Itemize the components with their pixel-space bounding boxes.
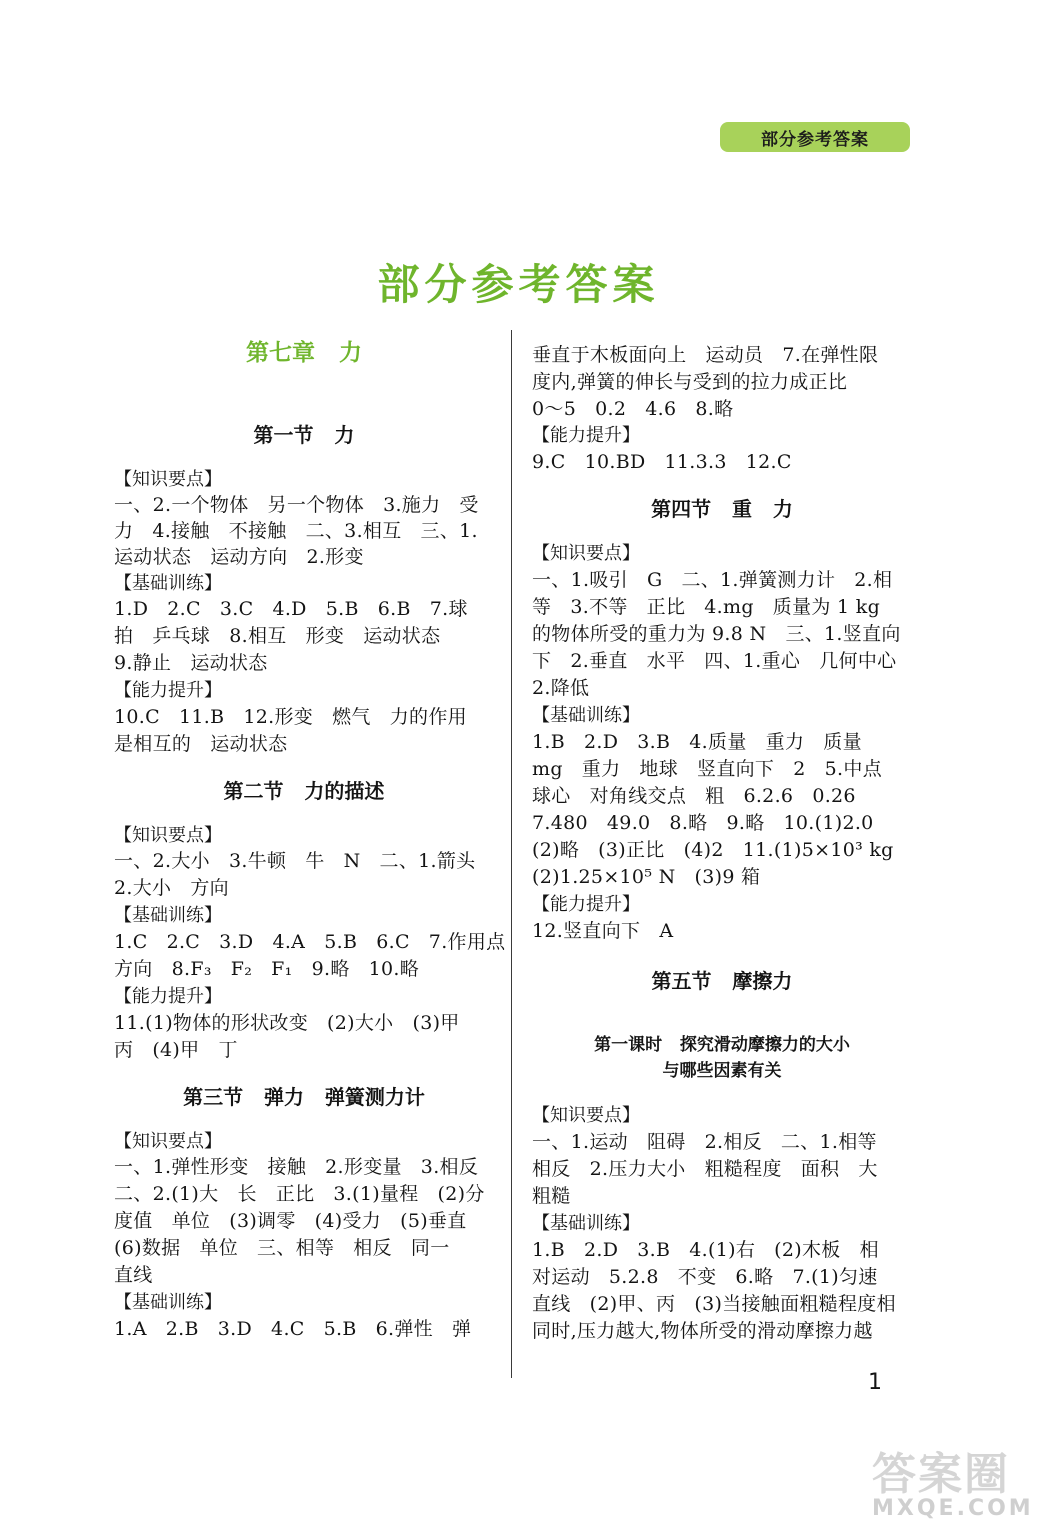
left_column-tag: 【能力提升】 — [114, 680, 222, 701]
right_column-line: 的物体所受的重力为 9.8 N 三、1.竖直向 — [532, 623, 901, 645]
left_column-line: 10.C 11.B 12.形变 燃气 力的作用 — [114, 706, 467, 728]
right_column-line: 下 2.垂直 水平 四、1.重心 几何中心 — [532, 650, 897, 672]
right_column-line: 对运动 5.2.8 不变 6.略 7.(1)匀速 — [532, 1266, 878, 1288]
left_column-tag: 【知识要点】 — [114, 825, 222, 846]
right_column-line: 等 3.不等 正比 4.mg 质量为 1 kg — [532, 596, 881, 618]
left_column-tag: 【基础训练】 — [114, 573, 222, 594]
left_column-line: 1.A 2.B 3.D 4.C 5.B 6.弹性 弹 — [114, 1318, 472, 1340]
left_column-line: 拍 乒乓球 8.相互 形变 运动状态 — [114, 625, 441, 647]
right_column-line: 12.竖直向下 A — [532, 920, 674, 942]
right_column-tag: 【知识要点】 — [532, 543, 640, 564]
left_column-line: 直线 — [114, 1264, 153, 1286]
header-tab: 部分参考答案 — [720, 122, 910, 152]
left_column-line: (6)数据 单位 三、相等 相反 同一 — [114, 1237, 450, 1259]
left_column-line: 11.(1)物体的形状改变 (2)大小 (3)甲 — [114, 1012, 460, 1034]
left_column-line: 运动状态 运动方向 2.形变 — [114, 546, 364, 568]
right_column-tag: 【基础训练】 — [532, 705, 640, 726]
left_column-line: 2.大小 方向 — [114, 877, 229, 899]
watermark-url: MXQE.COM — [872, 1496, 1034, 1521]
left_column-line: 一、2.大小 3.牛顿 牛 N 二、1.箭头 — [114, 850, 476, 872]
right_column-line: 直线 (2)甲、丙 (3)当接触面粗糙程度相 — [532, 1293, 896, 1315]
right_column-line: 一、1.运动 阻碍 2.相反 二、1.相等 — [532, 1131, 877, 1153]
right_column-subsection: 第一课时 探究滑动摩擦力的大小 — [594, 1035, 850, 1055]
right_column-line: 0～5 0.2 4.6 8.略 — [532, 398, 734, 420]
right_column-tag: 【基础训练】 — [532, 1213, 640, 1234]
right_column-line: 粗糙 — [532, 1185, 571, 1207]
right_column-line: (2)1.25×10⁵ N (3)9 箱 — [532, 866, 761, 888]
left_column-tag: 【知识要点】 — [114, 1131, 222, 1152]
left_column-line: 是相互的 运动状态 — [114, 733, 288, 755]
right_column-line: 相反 2.压力大小 粗糙程度 面积 大 — [532, 1158, 878, 1180]
right_column-line: 1.B 2.D 3.B 4.(1)右 (2)木板 相 — [532, 1239, 879, 1261]
right_column-line: 一、1.吸引 G 二、1.弹簧测力计 2.相 — [532, 569, 893, 591]
left_column-line: 一、1.弹性形变 接触 2.形变量 3.相反 — [114, 1156, 479, 1178]
right_column-line: 垂直于木板面向上 运动员 7.在弹性限 — [532, 344, 879, 366]
left_column-tag: 【知识要点】 — [114, 469, 222, 490]
right_column-subsection: 与哪些因素有关 — [662, 1061, 782, 1081]
right_column-line: 1.B 2.D 3.B 4.质量 重力 质量 — [532, 731, 862, 753]
right_column-line: 度内,弹簧的伸长与受到的拉力成正比 — [532, 371, 848, 393]
left_column-line: 度值 单位 (3)调零 (4)受力 (5)垂直 — [114, 1210, 467, 1232]
left_column-tag: 【基础训练】 — [114, 1292, 222, 1313]
right_column-tag: 【能力提升】 — [532, 894, 640, 915]
right_column-line: 7.480 49.0 8.略 9.略 10.(1)2.0 — [532, 812, 874, 834]
left_column-tag: 【基础训练】 — [114, 905, 222, 926]
right_column-section: 第五节 摩擦力 — [651, 969, 793, 993]
left_column-section: 第一节 力 — [253, 423, 355, 447]
left_column-line: 二、2.(1)大 长 正比 3.(1)量程 (2)分 — [114, 1183, 485, 1205]
left_column-line: 一、2.一个物体 另一个物体 3.施力 受 — [114, 494, 479, 516]
right_column-section: 第四节 重 力 — [651, 497, 793, 521]
left_column-line: 力 4.接触 不接触 二、3.相互 三、1. — [114, 520, 478, 542]
right_column-tag: 【能力提升】 — [532, 425, 640, 446]
left_column-line: 1.C 2.C 3.D 4.A 5.B 6.C 7.作用点 — [114, 931, 506, 953]
right_column-line: mg 重力 地球 竖直向下 2 5.中点 — [532, 758, 882, 780]
right_column-line: 9.C 10.BD 11.3.3 12.C — [532, 451, 792, 473]
left_column-tag: 【能力提升】 — [114, 986, 222, 1007]
watermark-logo: 答案圈 — [872, 1449, 1010, 1500]
right_column-tag: 【知识要点】 — [532, 1105, 640, 1126]
left_column-line: 方向 8.F₃ F₂ F₁ 9.略 10.略 — [114, 958, 420, 980]
left_column-line: 9.静止 运动状态 — [114, 652, 268, 674]
right_column-line: 同时,压力越大,物体所受的滑动摩擦力越 — [532, 1320, 873, 1342]
left_column-section: 第二节 力的描述 — [223, 779, 385, 803]
right_column-line: 球心 对角线交点 粗 6.2.6 0.26 — [532, 785, 856, 807]
page-title: 部分参考答案 — [377, 260, 660, 309]
left_column-chapter: 第七章 力 — [245, 340, 363, 366]
left_column-section: 第三节 弹力 弹簧测力计 — [183, 1085, 425, 1109]
right_column-line: 2.降低 — [532, 677, 590, 699]
left_column-line: 丙 (4)甲 丁 — [114, 1039, 238, 1061]
right_column-line: (2)略 (3)正比 (4)2 11.(1)5×10³ kg — [532, 839, 894, 861]
column-divider — [511, 330, 512, 1378]
page-number: 1 — [868, 1370, 882, 1395]
left_column-line: 1.D 2.C 3.C 4.D 5.B 6.B 7.球 — [114, 598, 468, 620]
